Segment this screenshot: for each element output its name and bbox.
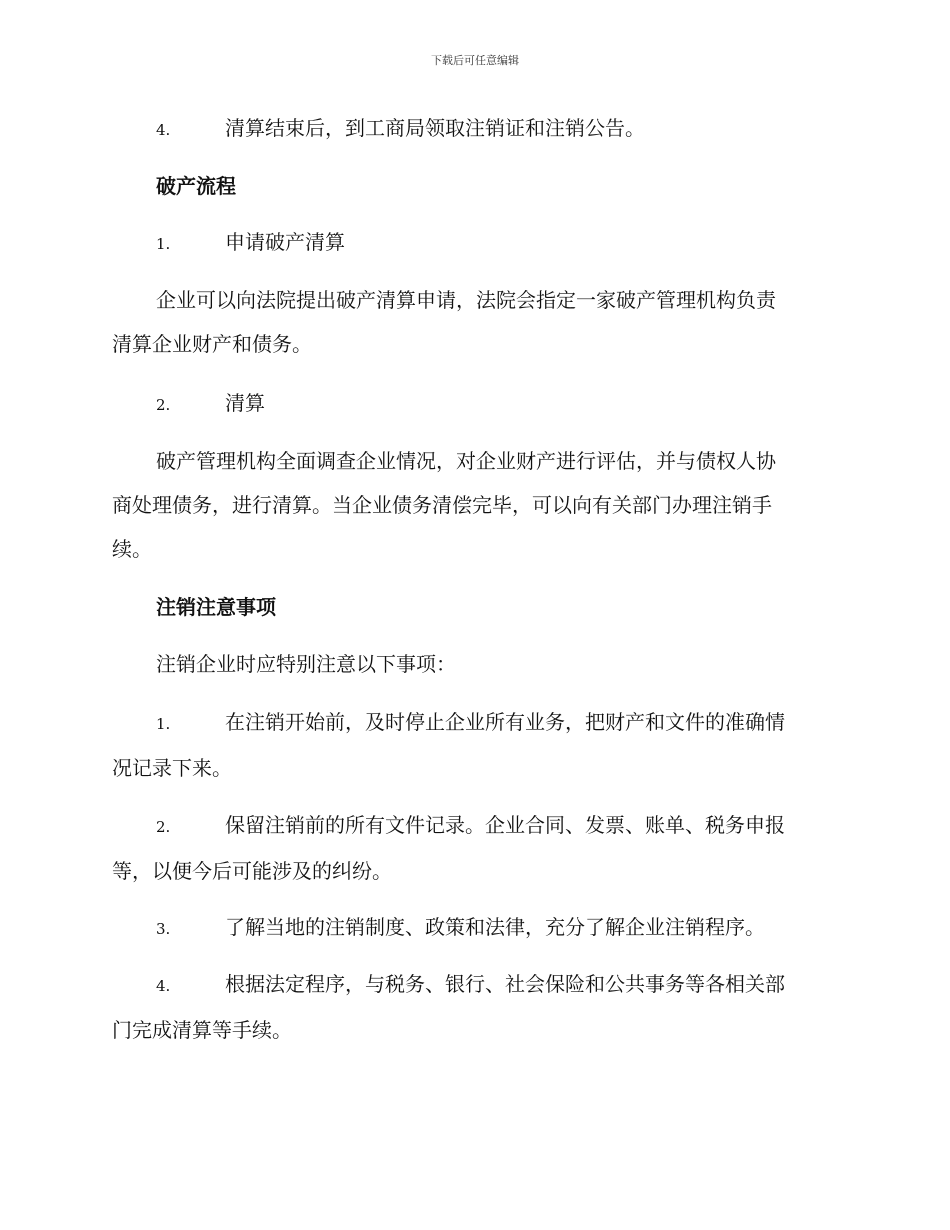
list-number: 2. <box>156 396 171 414</box>
list-item <box>112 803 838 893</box>
page-header-note: 下载后可任意编辑 <box>431 54 519 67</box>
list-text: 保留注销前的所有文件记录。企业合同、发票、账单、税务申报 <box>225 813 785 837</box>
list-text: 根据法定程序，与税务、银行、社会保险和公共事务等各相关部 <box>225 972 785 996</box>
section-heading: 注销注意事项 <box>156 595 276 619</box>
list-item <box>112 962 838 1052</box>
list-item <box>112 220 838 266</box>
list-item <box>112 106 838 152</box>
list-text: 在注销开始前，及时停止企业所有业务，把财产和文件的准确情 <box>225 710 785 734</box>
list-number: 2. <box>156 818 171 836</box>
paragraph: 注销企业时应特别注意以下事项： <box>156 652 456 676</box>
paragraph: 企业可以向法院提出破产清算申请，法院会指定一家破产管理机构负责 清算企业财产和债务。 <box>112 288 776 356</box>
list-text: 清算 <box>225 391 265 415</box>
list-text: 了解当地的注销制度、政策和法律，充分了解企业注销程序。 <box>225 915 765 939</box>
section-heading: 破产流程 <box>156 174 236 198</box>
list-number: 3. <box>156 920 171 938</box>
paragraph: 破产管理机构全面调查企业情况，对企业财产进行评估，并与债权人协 商处理债务，进行清算。当企业债务清偿完毕，可以向有关部门办理注销手 续。 <box>112 449 776 561</box>
list-text: 清算结束后，到工商局领取注销证和注销公告。 <box>225 116 645 140</box>
list-number: 1. <box>156 715 171 733</box>
list-text-continued: 况记录下来。 <box>112 756 232 780</box>
list-number: 4. <box>156 977 171 995</box>
list-number: 1. <box>156 235 171 253</box>
list-number: 4. <box>156 121 171 139</box>
list-item <box>112 905 838 951</box>
list-text: 申请破产清算 <box>225 230 345 254</box>
list-text-continued: 等，以便今后可能涉及的纠纷。 <box>112 859 392 883</box>
list-text-continued: 门完成清算等手续。 <box>112 1018 292 1042</box>
list-item <box>112 381 838 427</box>
list-item <box>112 700 838 790</box>
